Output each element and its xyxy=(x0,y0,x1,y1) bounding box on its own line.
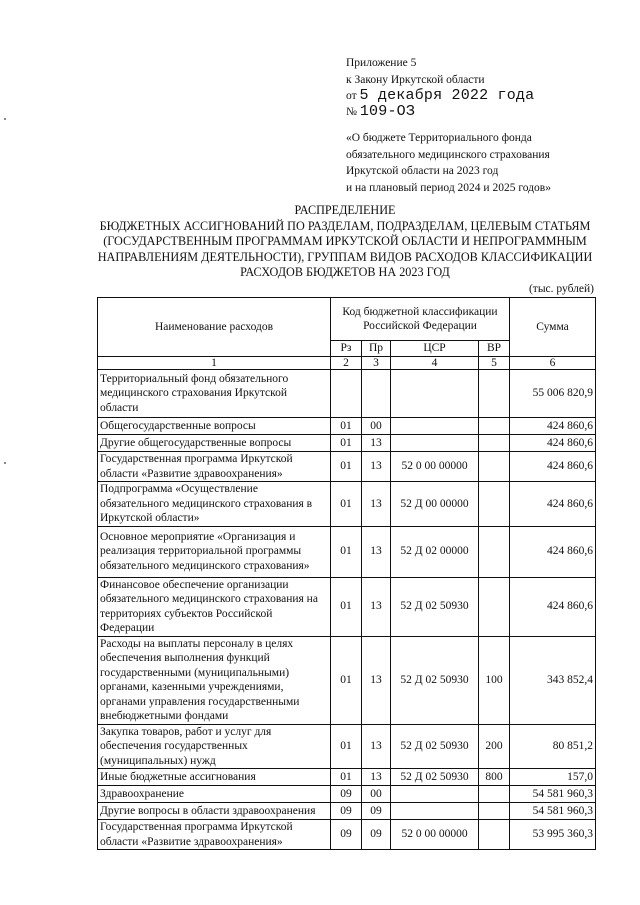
appendix-date-prefix: от xyxy=(346,90,357,102)
cell-sum: 54 581 960,3 xyxy=(510,803,596,820)
appendix-law-title-line: «О бюджете Территориального фонда xyxy=(346,132,532,144)
cell-pr: 13 xyxy=(362,526,391,577)
table-row xyxy=(98,636,596,724)
cell-sum: 343 852,4 xyxy=(510,636,596,724)
table-row xyxy=(98,482,596,527)
cell-name: Здравоохранение xyxy=(98,786,331,803)
cell-name: Территориальный фонд обязательного медицинского страхования Иркутской области xyxy=(98,370,331,418)
title-line: БЮДЖЕТНЫХ АССИГНОВАНИЙ ПО РАЗДЕЛАМ, ПОДРАЗДЕЛАМ, ЦЕЛЕВЫМ СТАТЬЯМ xyxy=(99,218,591,233)
table-row xyxy=(98,786,596,803)
cell-csr: 52 Д 02 50930 xyxy=(391,636,479,724)
cell-name: Финансовое обеспечение организации обязательного медицинского страхования на территориях субъектов Российской Федерации xyxy=(98,577,331,636)
table-row xyxy=(98,820,596,850)
cell-sum: 424 860,6 xyxy=(510,526,596,577)
cell-pr: 09 xyxy=(362,820,391,850)
header-vr: ВР xyxy=(479,341,510,357)
cell-pr: 13 xyxy=(362,724,391,769)
cell-vr xyxy=(479,577,510,636)
header-name: Наименование расходов xyxy=(98,298,331,357)
table-row xyxy=(98,526,596,577)
cell-vr xyxy=(479,820,510,850)
header-csr: ЦСР xyxy=(391,341,479,357)
appendix-law-title-line: Иркутской области на 2023 год xyxy=(346,165,499,177)
table-row xyxy=(98,769,596,786)
appendix-date xyxy=(346,88,616,104)
cell-rz: 01 xyxy=(331,636,362,724)
margin-mark xyxy=(4,118,6,120)
cell-csr: 52 Д 02 50930 xyxy=(391,769,479,786)
cell-rz: 01 xyxy=(331,482,362,527)
cell-csr: 52 0 00 00000 xyxy=(391,820,479,850)
cell-name: Расходы на выплаты персоналу в целях обеспечения выполнения функций государственными (муниципальными) органами, казенными учреждениями, органами управления государственными внебюджетными фондами xyxy=(98,636,331,724)
document-title xyxy=(95,203,595,281)
cell-name: Общегосударственные вопросы xyxy=(98,418,331,435)
cell-rz: 01 xyxy=(331,435,362,452)
header-code-group: Код бюджетной классификации Российской Федерации xyxy=(331,298,510,341)
index-cell: 4 xyxy=(391,357,479,370)
cell-vr: 800 xyxy=(479,769,510,786)
cell-vr xyxy=(479,435,510,452)
cell-pr: 00 xyxy=(362,418,391,435)
appendix-law-ref: к Закону Иркутской области xyxy=(346,73,485,86)
cell-pr: 09 xyxy=(362,803,391,820)
cell-name: Основное мероприятие «Организация и реализация территориальной программы обязательного медицинского страхования» xyxy=(98,526,331,577)
cell-pr: 13 xyxy=(362,452,391,482)
cell-name: Другие вопросы в области здравоохранения xyxy=(98,803,331,820)
cell-pr: 13 xyxy=(362,769,391,786)
appendix-number-prefix: № xyxy=(346,106,357,118)
cell-csr xyxy=(391,803,479,820)
index-cell: 5 xyxy=(479,357,510,370)
index-cell: 1 xyxy=(98,357,331,370)
appendix-number xyxy=(346,104,616,120)
index-cell: 2 xyxy=(331,357,362,370)
appendix-line: Приложение 5 xyxy=(346,57,417,69)
cell-pr: 00 xyxy=(362,786,391,803)
appendix-block xyxy=(346,55,616,196)
cell-vr: 100 xyxy=(479,636,510,724)
cell-pr: 13 xyxy=(362,435,391,452)
cell-name: Государственная программа Иркутской области «Развитие здравоохранения» xyxy=(98,452,331,482)
cell-rz: 01 xyxy=(331,724,362,769)
cell-sum: 157,0 xyxy=(510,769,596,786)
cell-name: Другие общегосударственные вопросы xyxy=(98,435,331,452)
table-row xyxy=(98,452,596,482)
cell-vr xyxy=(479,418,510,435)
appendix-law-title-line: и на плановый период 2024 и 2025 годов» xyxy=(346,181,551,194)
cell-csr: 52 Д 02 00000 xyxy=(391,526,479,577)
title-line: (ГОСУДАРСТВЕННЫМ ПРОГРАММАМ ИРКУТСКОЙ ОБЛАСТИ И НЕПРОГРАММНЫМ xyxy=(103,234,587,248)
table-row xyxy=(98,370,596,418)
cell-csr: 52 0 00 00000 xyxy=(391,452,479,482)
index-cell: 3 xyxy=(362,357,391,370)
cell-rz: 09 xyxy=(331,820,362,850)
title-line: РАСХОДОВ БЮДЖЕТОВ НА 2023 ГОД xyxy=(240,265,450,279)
cell-vr xyxy=(479,370,510,418)
header-row xyxy=(98,298,596,341)
cell-rz: 01 xyxy=(331,577,362,636)
margin-mark xyxy=(4,462,6,464)
cell-sum: 424 860,6 xyxy=(510,418,596,435)
cell-rz: 09 xyxy=(331,786,362,803)
cell-csr xyxy=(391,418,479,435)
cell-sum: 80 851,2 xyxy=(510,724,596,769)
cell-csr: 52 Д 00 00000 xyxy=(391,482,479,527)
cell-pr xyxy=(362,370,391,418)
cell-rz: 01 xyxy=(331,418,362,435)
cell-vr xyxy=(479,452,510,482)
cell-name: Подпрограмма «Осуществление обязательного медицинского страхования в Иркутской области» xyxy=(98,482,331,527)
cell-rz: 01 xyxy=(331,769,362,786)
cell-csr: 52 Д 02 50930 xyxy=(391,724,479,769)
header-rz: Рз xyxy=(331,341,362,357)
title-line: НАПРАВЛЕНИЯМ ДЕЯТЕЛЬНОСТИ), ГРУППАМ ВИДОВ РАСХОДОВ КЛАССИФИКАЦИИ xyxy=(97,249,593,264)
cell-rz: 01 xyxy=(331,452,362,482)
index-row xyxy=(98,357,596,370)
budget-table xyxy=(97,297,596,850)
cell-sum: 53 995 360,3 xyxy=(510,820,596,850)
cell-sum: 424 860,6 xyxy=(510,577,596,636)
cell-rz: 09 xyxy=(331,803,362,820)
header-sum: Сумма xyxy=(510,298,596,357)
cell-name: Закупка товаров, работ и услуг для обеспечения государственных (муниципальных) нужд xyxy=(98,724,331,769)
cell-name: Государственная программа Иркутской области «Развитие здравоохранения» xyxy=(98,820,331,850)
cell-sum: 55 006 820,9 xyxy=(510,370,596,418)
cell-rz: 01 xyxy=(331,526,362,577)
cell-rz xyxy=(331,370,362,418)
cell-vr xyxy=(479,482,510,527)
units-label: (тыс. рублей) xyxy=(528,283,594,295)
table-row xyxy=(98,418,596,435)
cell-sum: 424 860,6 xyxy=(510,435,596,452)
cell-sum: 424 860,6 xyxy=(510,452,596,482)
cell-pr: 13 xyxy=(362,482,391,527)
cell-sum: 54 581 960,3 xyxy=(510,786,596,803)
table-row xyxy=(98,577,596,636)
cell-csr xyxy=(391,370,479,418)
cell-name: Иные бюджетные ассигнования xyxy=(98,769,331,786)
table-row xyxy=(98,724,596,769)
cell-pr: 13 xyxy=(362,577,391,636)
cell-sum: 424 860,6 xyxy=(510,482,596,527)
cell-vr: 200 xyxy=(479,724,510,769)
cell-csr xyxy=(391,786,479,803)
title-line: РАСПРЕДЕЛЕНИЕ xyxy=(294,203,396,217)
cell-pr: 13 xyxy=(362,636,391,724)
cell-vr xyxy=(479,803,510,820)
index-cell: 6 xyxy=(510,357,596,370)
cell-csr xyxy=(391,435,479,452)
cell-vr xyxy=(479,526,510,577)
appendix-number-value: 109-ОЗ xyxy=(359,103,416,120)
table-row xyxy=(98,435,596,452)
appendix-date-value: 5 декабря 2022 года xyxy=(359,87,535,104)
cell-vr xyxy=(479,786,510,803)
table-row xyxy=(98,803,596,820)
header-pr: Пр xyxy=(362,341,391,357)
cell-csr: 52 Д 02 50930 xyxy=(391,577,479,636)
appendix-law-title-line: обязательного медицинского страхования xyxy=(346,148,550,161)
